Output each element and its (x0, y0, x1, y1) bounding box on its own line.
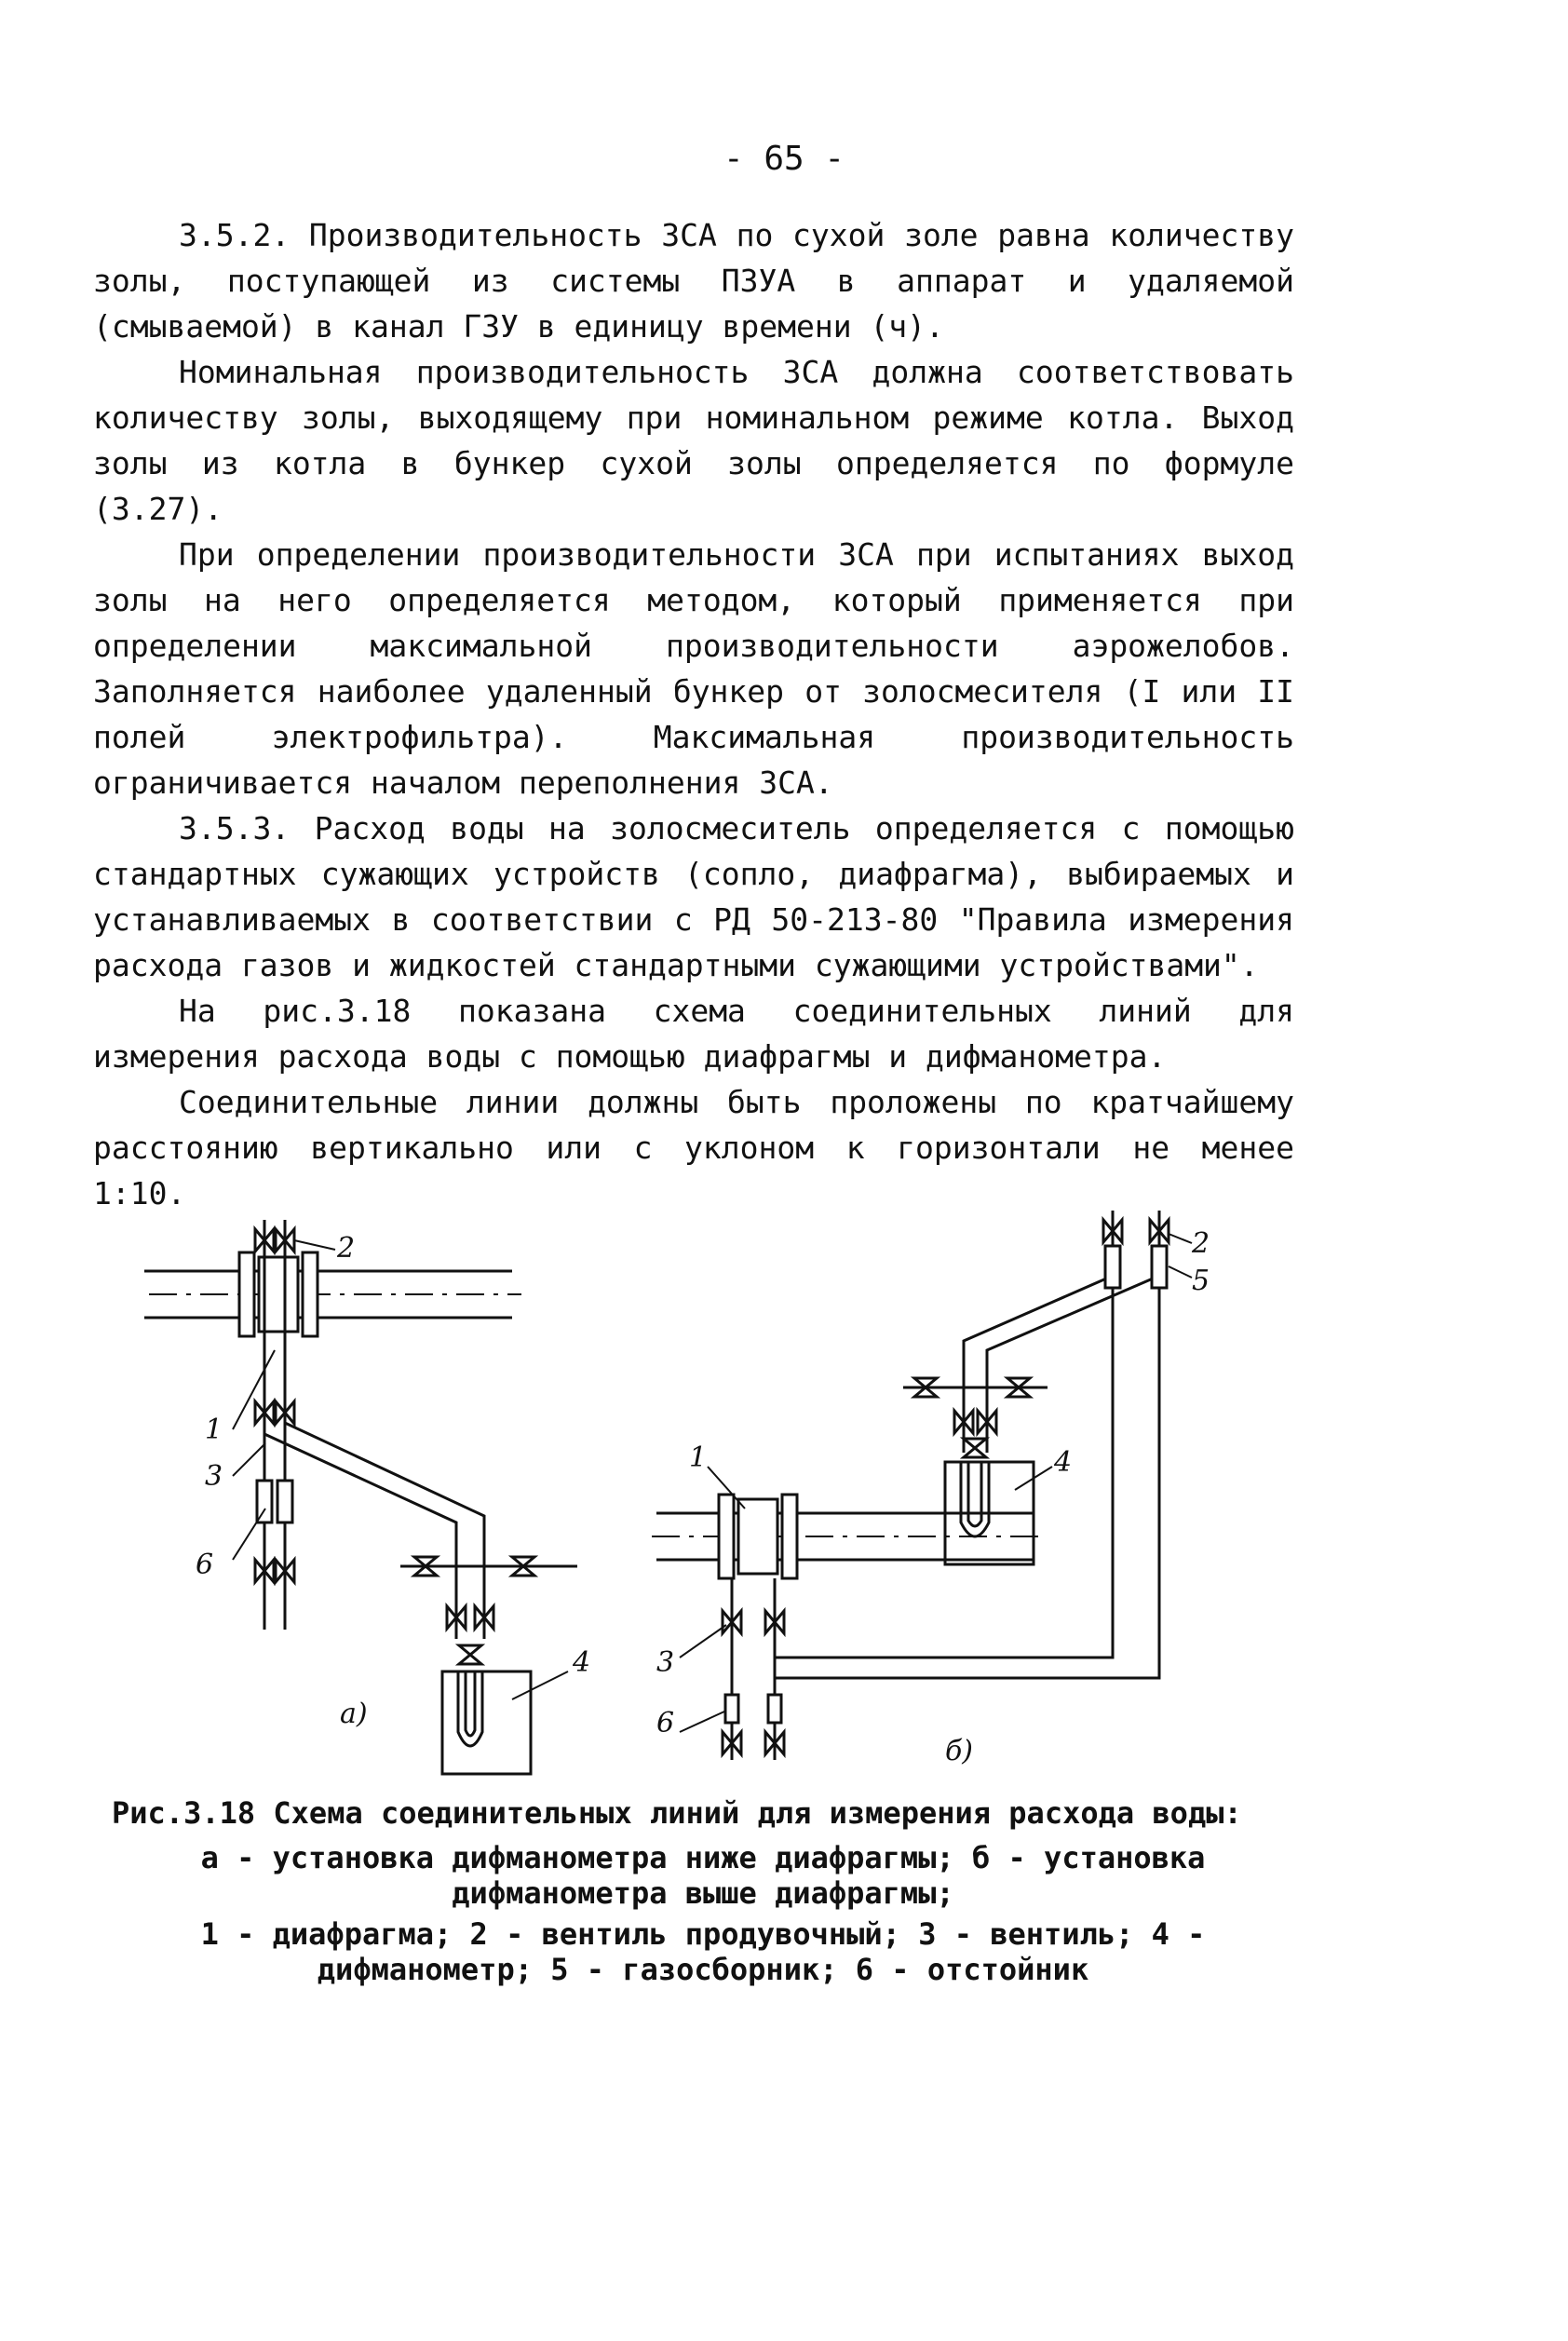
caption-title: Рис.3.18 Схема соединительных линий для измерения расхода воды: (112, 1795, 1242, 1831)
label-2-b: 2 (1192, 1227, 1210, 1260)
page-number: - 65 - (723, 140, 845, 178)
figure-caption (112, 1795, 1294, 1993)
label-3-a: 3 (205, 1460, 223, 1493)
paragraph: 3.5.3. Расход воды на золосмеситель определяется с помощью стандартных сужающих устройств (сопло, диафрагма), выбираемых и устанавливаемых в соответствии с РД 50-213-80 "Правила измерения расхода газов и жидкостей стандартными сужающими устройствами". (93, 810, 1294, 983)
caption-line-ab: а - установка дифманометра ниже диафрагмы; б - установка дифманометра выше диафрагмы; (200, 1840, 1206, 1911)
label-3-b: 3 (656, 1646, 675, 1679)
label-5-b: 5 (1192, 1265, 1210, 1297)
caption-legend: 1 - диафрагма; 2 - вентиль продувочный; 3 - вентиль; 4 - дифманометр; 5 - газосборник; 6 - отстойник (200, 1916, 1206, 1987)
diagram-b (652, 1211, 1210, 1767)
caption-b: б) (945, 1735, 974, 1767)
figure-3-18 (93, 1201, 1304, 1779)
label-6-b: 6 (656, 1707, 675, 1739)
paragraph: При определении производительности ЗСА при испытаниях выход золы на него определяется методом, который применяется при определении максимальной производительности аэрожелобов. Заполняется наиболее удаленный бункер от золосмесителя (I или II полей электрофильтра). Максимальная производительность ограничивается началом переполнения ЗСА. (93, 536, 1294, 801)
diagram-a (144, 1220, 590, 1774)
label-1-b: 1 (689, 1441, 708, 1474)
body-text (93, 212, 1294, 1216)
label-4-a: 4 (573, 1646, 591, 1679)
paragraph: Номинальная производительность ЗСА должна соответствовать количеству золы, выходящему при номинальном режиме котла. Выход золы из котла в бункер сухой золы определяется по формуле (3.27). (93, 354, 1294, 527)
caption-a: а) (340, 1698, 368, 1730)
label-4-b: 4 (1054, 1446, 1073, 1479)
label-2-a: 2 (337, 1232, 356, 1265)
paragraph: 3.5.2. Производительность ЗСА по сухой золе равна количеству золы, поступающей из системы ПЗУА в аппарат и удаляемой (смываемой) в канал ГЗУ в единицу времени (ч). (93, 217, 1294, 345)
label-6-a: 6 (196, 1549, 214, 1581)
schematic-diagram (93, 1201, 1304, 1779)
label-1-a: 1 (205, 1414, 223, 1446)
paragraph: Соединительные линии должны быть проложены по кратчайшему расстоянию вертикально или с уклоном к горизонтали не менее 1:10. (93, 1084, 1294, 1211)
paragraph: На рис.3.18 показана схема соединительных линий для измерения расхода воды с помощью диафрагмы и дифманометра. (93, 993, 1294, 1075)
